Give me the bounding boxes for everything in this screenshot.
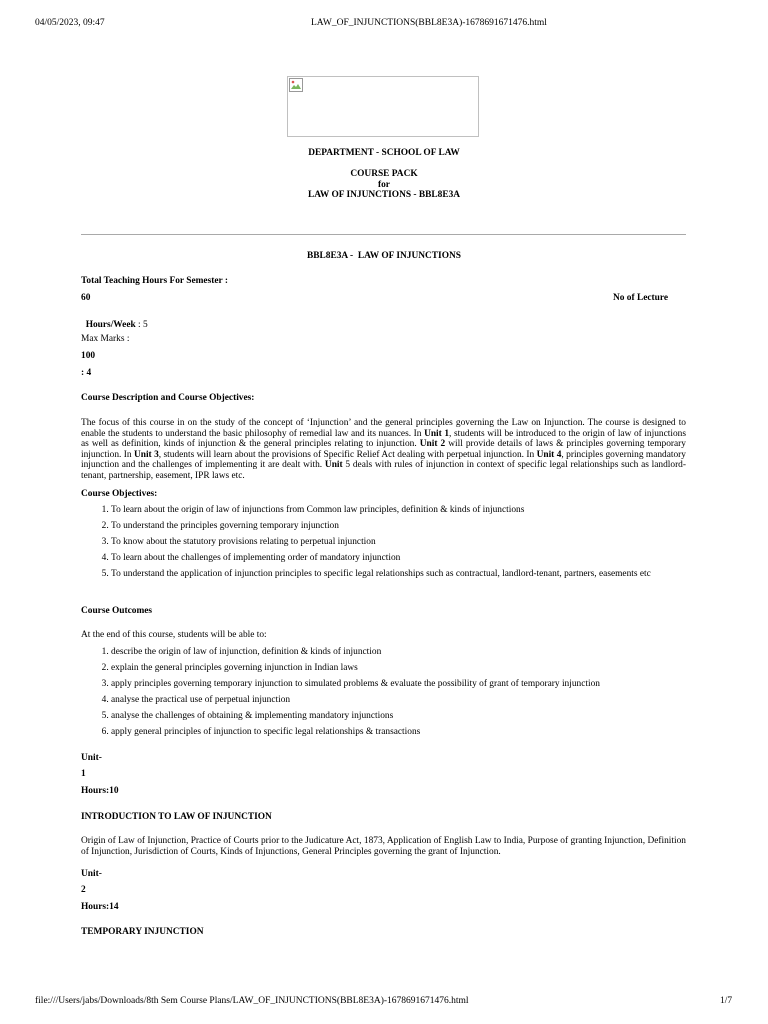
- outcomes-list: [81, 647, 716, 743]
- teaching-hours-label: Total Teaching Hours For Semester :: [81, 276, 228, 286]
- unit-1-hours: Hours:10: [81, 786, 119, 796]
- print-doc-title: LAW_OF_INJUNCTIONS(BBL8E3A)-1678691671476.html: [311, 18, 547, 28]
- list-item: 5. To understand the application of injunction principles to specific legal relationships such as contractual, landlord-tenant, partners, easements etc: [111, 569, 716, 580]
- department-heading: DEPARTMENT - SCHOOL OF LAW: [308, 148, 460, 158]
- objectives-list: [81, 505, 716, 585]
- list-item: 3. To know about the statutory provisions relating to perpetual injunction: [111, 537, 716, 548]
- outcomes-intro: At the end of this course, students will be able to:: [81, 630, 267, 640]
- unit-2-title: TEMPORARY INJUNCTION: [81, 927, 204, 937]
- list-item: 2. To understand the principles governing temporary injunction: [111, 521, 716, 532]
- broken-image-icon: [289, 78, 303, 92]
- list-item: 5. analyse the challenges of obtaining & implementing mandatory injunctions: [111, 711, 716, 722]
- course-line: LAW OF INJUNCTIONS - BBL8E3A: [307, 190, 461, 200]
- credits: : 4: [81, 368, 92, 378]
- logo-image-placeholder: [287, 76, 479, 137]
- print-datetime: 04/05/2023, 09:47: [35, 18, 105, 28]
- max-marks-value: 100: [81, 351, 96, 361]
- objectives-heading: Course Objectives:: [81, 489, 158, 499]
- list-item: 6. apply general principles of injunction to specific legal relationships & transactions: [111, 727, 716, 738]
- list-item: 4. analyse the practical use of perpetual injunction: [111, 695, 716, 706]
- divider: [81, 234, 686, 235]
- hours-week-value: : 5: [135, 319, 148, 330]
- list-item: 1. describe the origin of law of injunction, definition & kinds of injunction: [111, 647, 716, 658]
- for-label: for: [378, 180, 390, 190]
- unit-2-number: 2: [81, 885, 86, 895]
- print-page-number: 1/7: [720, 996, 733, 1006]
- teaching-hours-value: 60: [81, 293, 91, 303]
- hours-week: [81, 309, 148, 331]
- description-heading: Course Description and Course Objectives:: [81, 393, 255, 403]
- list-item: 2. explain the general principles governing injunction in Indian laws: [111, 663, 716, 674]
- course-pack-label: COURSE PACK: [350, 169, 418, 179]
- list-item: 1. To learn about the origin of law of injunctions from Common law principles, definition & kinds of injunctions: [111, 505, 716, 516]
- unit-2-hours: Hours:14: [81, 902, 119, 912]
- outcomes-heading: Course Outcomes: [81, 606, 153, 616]
- unit-1-content: Origin of Law of Injunction, Practice of Courts prior to the Judicature Act, 1873, Application of English Law to India, Purpose of granting Injunction, Definition of Injunction, Jurisdiction of Courts, Kinds of Injunctions, General Principles governing the grant of Injunction.: [81, 836, 686, 857]
- unit-1-title: INTRODUCTION TO LAW OF INJUNCTION: [81, 812, 272, 822]
- course-heading: BBL8E3A - LAW OF INJUNCTIONS: [307, 251, 461, 261]
- list-item: 4. To learn about the challenges of implementing order of mandatory injunction: [111, 553, 716, 564]
- unit-2-label: Unit-: [81, 869, 102, 879]
- list-item: 3. apply principles governing temporary injunction to simulated problems & evaluate the possibility of grant of temporary injunction: [111, 679, 716, 690]
- print-file-path: file:///Users/jabs/Downloads/8th Sem Course Plans/LAW_OF_INJUNCTIONS(BBL8E3A)-1678691671476.html: [35, 996, 469, 1006]
- hours-week-label: Hours/Week: [85, 319, 136, 330]
- lecture-label: No of Lecture: [613, 293, 669, 303]
- unit-1-label: Unit-: [81, 753, 102, 763]
- unit-1-number: 1: [81, 769, 86, 779]
- description-paragraph: The focus of this course in on the study of the concept of ‘Injunction’ and the general principles governing the Law on Injunction. The course is designed to enable the students to understand the basic philosophy of remedial law and its nuances. In Unit 1, students will be introduced to the origin of law of injunctions as well as definition, kinds of injunction & the general principles relating to injunction. Unit 2 will provide details of laws & principles governing temporary injunction. In Unit 3, students will learn about the provisions of Specific Relief Act dealing with perpetual injunction. In Unit 4, principles governing mandatory injunction and the challenges of implementing it are dealt with. Unit 5 deals with rules of injunction in context of specific legal relationships such as landlord-tenant, partnership, easement, IPR laws etc.: [81, 418, 686, 481]
- max-marks-label: Max Marks :: [81, 334, 130, 344]
